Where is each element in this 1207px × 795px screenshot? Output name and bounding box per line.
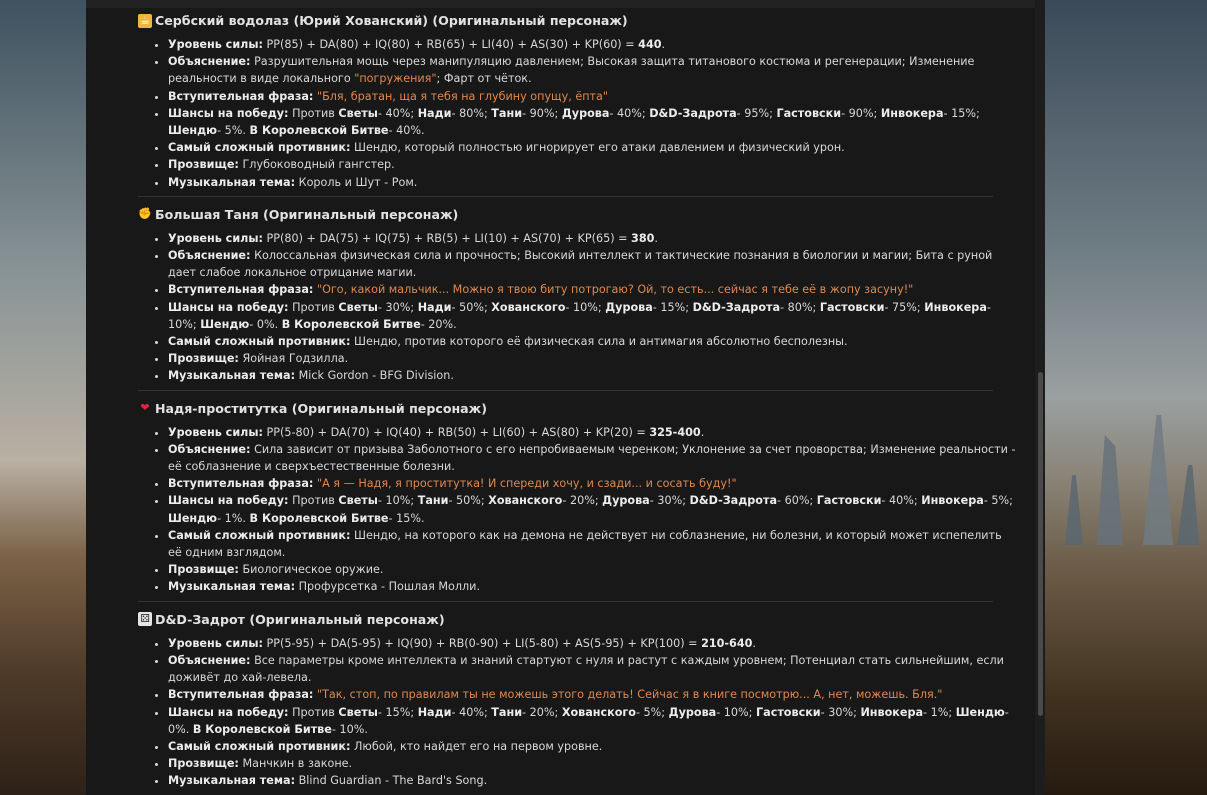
- opponent-name: Дурова: [605, 300, 653, 314]
- character-title: Надя-проститутка (Оригинальный персонаж): [155, 400, 487, 416]
- intro-phrase: "Бля, братан, ща я тебя на глубину опущу, ёпта": [316, 89, 609, 103]
- opponent-name: Дурова: [668, 705, 717, 719]
- opponent-name: Дурова: [602, 494, 650, 508]
- opponent-name: В Королевской Битве: [249, 511, 389, 525]
- opponent-name: Шендю: [200, 317, 250, 331]
- opponent-chance: - 10%.: [331, 722, 368, 736]
- opponent-name: Светы: [338, 300, 378, 314]
- explanation-text: Сила зависит от призыва Заболотного с его непробиваемым черенком; Уклонение за счет проворства; Изменение реальности - её соблазнение и сверхъестественные болезни.: [168, 442, 1016, 474]
- item-label: Вступительная фраза:: [168, 477, 314, 491]
- background-rock-spire: [1065, 475, 1083, 545]
- opponent-chance: - 5%.: [217, 124, 250, 138]
- power-level-item: • Уровень силы: PP(5-80) + DA(70) + IQ(40) + RB(50) + LI(60) + AS(80) + KP(20) = 325-400.: [168, 424, 1018, 441]
- opponent-chance: - 40%;: [451, 705, 492, 719]
- intro-phrase-item: [168, 88, 1018, 105]
- opponent-chance: - 95%;: [736, 106, 777, 120]
- nickname-text: Манчкин в законе.: [242, 757, 353, 771]
- chances-intro: Против: [292, 705, 339, 719]
- opponent-chance: - 5%;: [635, 705, 669, 719]
- opponent-name: Хованского: [491, 300, 566, 314]
- explanation-quote: "погружения": [354, 72, 437, 86]
- hardest-enemy-item: [168, 738, 1018, 755]
- character-section: [138, 611, 1018, 790]
- opponent-chance: - 0%.: [168, 705, 1009, 736]
- top-toolbar-edge: [86, 0, 1045, 8]
- item-label: Объяснение:: [168, 653, 251, 667]
- game-die-icon: ⚄: [138, 612, 152, 626]
- item-label: Шансы на победу:: [168, 705, 289, 719]
- scrollbar-thumb[interactable]: [1038, 372, 1043, 716]
- opponent-name: Нади: [417, 106, 452, 120]
- hardest-enemy-text: Шендю, против которого её физическая сила и антимагия абсолютно бесполезны.: [354, 335, 848, 349]
- opponent-chance: - 80%;: [451, 106, 492, 120]
- character-heading: [138, 206, 1018, 223]
- item-label: Уровень силы:: [168, 425, 263, 439]
- explanation-item: [168, 53, 1018, 87]
- opponent-chance: - 30%;: [649, 494, 690, 508]
- explanation-item: [168, 247, 1018, 281]
- music-theme-item: [168, 578, 1018, 595]
- opponent-chance: - 30%;: [377, 300, 418, 314]
- opponent-chance: - 1%.: [217, 511, 250, 525]
- item-label: Музыкальная тема:: [168, 175, 296, 189]
- explanation-text-end: ; Фарт от чёток.: [436, 72, 532, 86]
- music-theme-text: Blind Guardian - The Bard's Song.: [298, 774, 488, 788]
- character-stats-list: [138, 230, 1018, 385]
- opponent-name: Шендю: [955, 705, 1005, 719]
- opponent-name: Инвокера: [924, 300, 987, 314]
- opponent-name: Хованского: [561, 705, 636, 719]
- opponent-name: Нади: [417, 300, 452, 314]
- opponent-chance: - 0%.: [249, 317, 282, 331]
- opponent-chance: - 5%;: [983, 494, 1013, 508]
- opponent-chance: - 10%;: [377, 494, 418, 508]
- opponent-name: Тани: [417, 494, 449, 508]
- opponent-chance: - 40%;: [377, 106, 418, 120]
- opponent-chance: - 15%;: [377, 705, 418, 719]
- win-chances-item: [168, 492, 1018, 526]
- opponent-chance: - 50%;: [448, 494, 489, 508]
- background-landscape-right: [1045, 0, 1207, 795]
- nickname-item: [168, 350, 1018, 367]
- opponent-chance: - 10%;: [168, 300, 991, 331]
- explanation-text: Все параметры кроме интеллекта и знаний стартуют с нуля и растут с каждым уровнем; Потенциал стать сильнейшим, если доживёт до хай-левела.: [168, 653, 1004, 685]
- item-label: Объяснение:: [168, 55, 251, 69]
- power-total: 210-640: [701, 636, 753, 650]
- opponent-name: Инвокера: [860, 705, 924, 719]
- opponent-name: Дурова: [561, 106, 610, 120]
- opponent-chance: - 20%;: [562, 494, 603, 508]
- opponent-chance: - 40%;: [881, 494, 922, 508]
- opponent-chance: - 80%;: [780, 300, 820, 314]
- item-label: Объяснение:: [168, 249, 251, 263]
- nickname-text: Биологическое оружие.: [242, 563, 384, 577]
- power-level-item: • Уровень силы: PP(5-95) + DA(5-95) + IQ(90) + RB(0-90) + LI(5-80) + AS(5-95) + KP(100) = 210-640.: [168, 635, 1018, 652]
- win-chances-item: [168, 299, 1018, 333]
- hardest-enemy-text: Любой, кто найдет его на первом уровне.: [354, 739, 603, 753]
- item-label: Шансы на победу:: [168, 106, 289, 120]
- power-total: 325-400: [649, 425, 701, 439]
- character-stats-list: [138, 424, 1018, 596]
- power-formula: PP(80) + DA(75) + IQ(75) + RB(5) + LI(10) + AS(70) + KP(65) =: [266, 231, 632, 245]
- explanation-item: [168, 652, 1018, 686]
- character-heading: [138, 611, 1018, 628]
- item-label: Уровень силы:: [168, 38, 263, 51]
- music-theme-text: Mick Gordon - BFG Division.: [298, 369, 454, 383]
- opponent-name: В Королевской Битве: [281, 317, 421, 331]
- hardest-enemy-text: Шендю, на которого как на демона не действует ни соблазнение, ни болезни, и который может испепелить её одним взглядом.: [168, 528, 1002, 560]
- opponent-name: Светы: [338, 705, 378, 719]
- section-divider: [138, 601, 993, 602]
- music-theme-item: [168, 772, 1018, 789]
- opponent-chance: - 90%;: [522, 106, 562, 120]
- character-title: Сербский водолаз (Юрий Хованский) (Оригинальный персонаж): [155, 13, 628, 28]
- item-label: Самый сложный противник:: [168, 335, 351, 349]
- nickname-item: [168, 561, 1018, 578]
- item-label: Вступительная фраза:: [168, 688, 314, 702]
- power-level-item: • Уровень силы: PP(80) + DA(75) + IQ(75) + RB(5) + LI(10) + AS(70) + KP(65) = 380.: [168, 230, 1018, 247]
- opponent-name: Инвокера: [880, 106, 944, 120]
- opponent-chance: - 20%.: [420, 317, 457, 331]
- item-label: Прозвище:: [168, 158, 239, 172]
- chat-message-panel: [86, 0, 1045, 795]
- opponent-name: Гастовски: [756, 705, 821, 719]
- explanation-text: Колоссальная физическая сила и прочность; Высокий интеллект и тактические познания в биологии и магии; Бита с руной дает слабое локальное отрицание магии.: [168, 249, 993, 280]
- hardest-enemy-item: [168, 527, 1018, 561]
- opponent-name: Шендю: [168, 124, 218, 138]
- opponent-name: В Королевской Битве: [249, 124, 389, 138]
- power-formula: PP(5-95) + DA(5-95) + IQ(90) + RB(0-90) + LI(5-80) + AS(5-95) + KP(100) =: [266, 636, 702, 650]
- item-label: Самый сложный противник:: [168, 528, 351, 542]
- opponent-name: Гастовски: [819, 300, 885, 314]
- opponent-name: Гастовски: [816, 494, 882, 508]
- win-chances-item: [168, 704, 1018, 738]
- character-heading: [138, 12, 1018, 29]
- explanation-item: [168, 441, 1018, 475]
- hardest-enemy-item: [168, 333, 1018, 350]
- intro-phrase: "Так, стоп, по правилам ты не можешь этого делать! Сейчас я в книге посмотрю... А, нет, можешь. Бля.": [316, 688, 943, 702]
- opponent-chance: - 50%;: [451, 300, 492, 314]
- power-total: 440: [638, 38, 662, 51]
- item-label: Музыкальная тема:: [168, 774, 296, 788]
- nickname-text: Яойная Годзилла.: [242, 352, 349, 366]
- power-formula: PP(5-80) + DA(70) + IQ(40) + RB(50) + LI(60) + AS(80) + KP(20) =: [266, 425, 650, 439]
- chances-intro: Против: [292, 300, 339, 314]
- hardest-enemy-item: [168, 139, 1018, 156]
- nickname-item: [168, 755, 1018, 772]
- chances-intro: Против: [292, 106, 339, 120]
- item-label: Самый сложный противник:: [168, 739, 351, 753]
- character-heading: [138, 400, 1018, 417]
- item-label: Уровень силы:: [168, 636, 263, 650]
- opponent-chance: - 10%;: [565, 300, 606, 314]
- item-label: Музыкальная тема:: [168, 580, 296, 594]
- item-label: Музыкальная тема:: [168, 369, 296, 383]
- character-stats-list: [138, 635, 1018, 790]
- character-section: [138, 12, 1018, 197]
- intro-phrase: "А я — Надя, я проститутка! И спереди хочу, и сзади... и сосать буду!": [316, 477, 737, 491]
- opponent-chance: - 75%;: [884, 300, 925, 314]
- hardest-enemy-text: Шендю, который полностью игнорирует его атаки давлением и физический урон.: [354, 141, 845, 155]
- opponent-chance: - 10%;: [716, 705, 757, 719]
- nickname-item: [168, 156, 1018, 173]
- opponent-name: Светы: [338, 106, 378, 120]
- background-rock-spire: [1177, 465, 1199, 545]
- character-title: D&D-Задрот (Оригинальный персонаж): [155, 611, 445, 627]
- nickname-text: Глубоководный гангстер.: [242, 158, 395, 172]
- music-theme-item: [168, 367, 1018, 384]
- item-label: Прозвище:: [168, 563, 239, 577]
- message-content: [138, 12, 1018, 794]
- music-theme-text: Король и Шут - Ром.: [298, 175, 418, 189]
- item-label: Вступительная фраза:: [168, 283, 314, 297]
- music-theme-text: Профурсетка - Пошлая Молли.: [298, 580, 480, 594]
- opponent-chance: - 15%;: [652, 300, 693, 314]
- item-label: Уровень силы:: [168, 231, 263, 245]
- opponent-name: Хованского: [488, 494, 563, 508]
- item-label: Шансы на победу:: [168, 494, 289, 508]
- opponent-name: Нади: [417, 705, 452, 719]
- item-label: Самый сложный противник:: [168, 141, 351, 155]
- music-theme-item: [168, 174, 1018, 191]
- item-label: Прозвище:: [168, 757, 239, 771]
- intro-phrase: "Ого, какой мальчик... Можно я твою биту потрогаю? Ой, то есть... сейчас я тебе её в жопу засуну!": [316, 283, 914, 297]
- win-chances-item: [168, 105, 1018, 139]
- opponent-name: D&D-Задрота: [689, 494, 777, 508]
- background-rock-spire: [1143, 415, 1173, 545]
- opponent-chance: - 15%.: [388, 511, 425, 525]
- opponent-chance: - 15%;: [943, 106, 980, 120]
- power-level-item: • Уровень силы: PP(85) + DA(80) + IQ(80) + RB(65) + LI(40) + AS(30) + KP(60) = 440.: [168, 36, 1018, 53]
- opponent-name: Шендю: [168, 511, 218, 525]
- item-label: Шансы на победу:: [168, 300, 289, 314]
- section-divider: [138, 390, 993, 391]
- background-landscape-left: [0, 0, 86, 795]
- opponent-name: D&D-Задрота: [649, 106, 737, 120]
- intro-phrase-item: [168, 281, 1018, 298]
- explanation-text: Разрушительная мощь через манипуляцию давлением; Высокая защита титанового костюма и регенерации; Изменение реальности в виде локального: [168, 55, 975, 86]
- character-stats-list: [138, 36, 1018, 191]
- opponent-name: В Королевской Битве: [192, 722, 332, 736]
- scrollbar[interactable]: [1035, 0, 1045, 795]
- opponent-chance: - 20%;: [522, 705, 562, 719]
- character-title: Большая Таня (Оригинальный персонаж): [155, 206, 459, 222]
- power-total: 380: [631, 231, 655, 245]
- opponent-name: Светы: [338, 494, 378, 508]
- opponent-name: D&D-Задрота: [692, 300, 781, 314]
- character-section: [138, 206, 1018, 391]
- beer-mug-icon: ☕: [138, 14, 152, 28]
- item-label: Прозвище:: [168, 352, 239, 366]
- background-rock-spire: [1097, 435, 1123, 545]
- opponent-chance: - 40%;: [609, 106, 650, 120]
- opponent-chance: - 90%;: [841, 106, 881, 120]
- intro-phrase-item: [168, 686, 1018, 703]
- opponent-chance: - 30%;: [820, 705, 861, 719]
- chances-intro: Против: [292, 494, 339, 508]
- opponent-name: Тани: [491, 106, 523, 120]
- opponent-name: Тани: [491, 705, 523, 719]
- opponent-chance: - 1%;: [923, 705, 956, 719]
- intro-phrase-item: [168, 475, 1018, 492]
- item-label: Вступительная фраза:: [168, 89, 314, 103]
- opponent-name: Инвокера: [921, 494, 984, 508]
- section-divider: [138, 196, 993, 197]
- power-formula: PP(85) + DA(80) + IQ(80) + RB(65) + LI(40) + AS(30) + KP(60) =: [266, 38, 639, 51]
- opponent-chance: - 40%.: [388, 124, 425, 138]
- kiss-mark-icon: ❤: [140, 401, 150, 415]
- flexed-biceps-icon: ✊: [138, 207, 152, 221]
- opponent-chance: - 60%;: [777, 494, 817, 508]
- item-label: Объяснение:: [168, 442, 251, 456]
- character-section: [138, 400, 1018, 602]
- opponent-name: Гастовски: [776, 106, 842, 120]
